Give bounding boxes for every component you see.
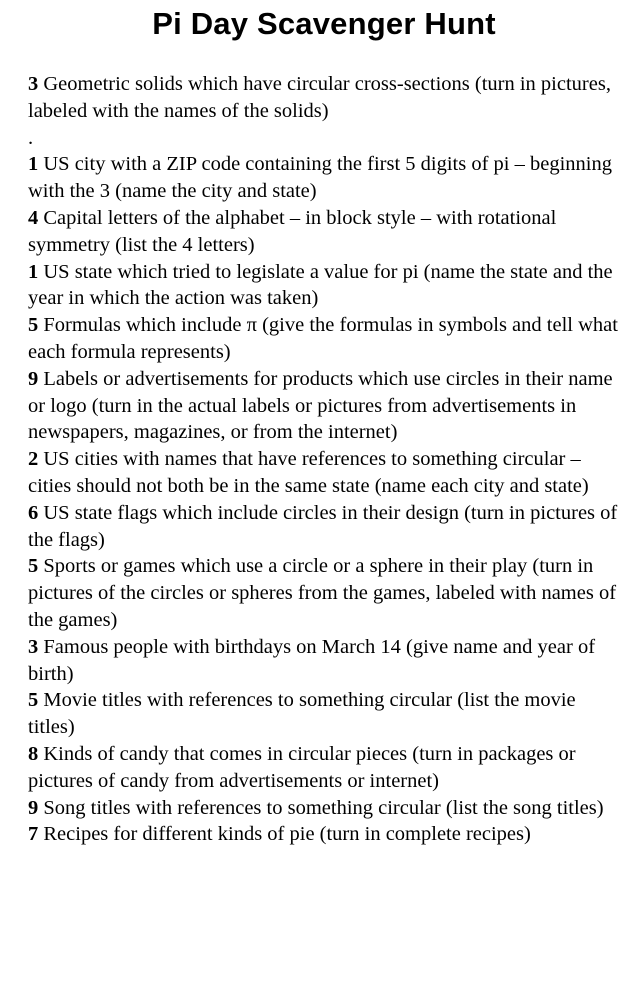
item-text: Recipes for different kinds of pie (turn in complete recipes) <box>38 823 531 846</box>
item-count: 1 <box>28 153 39 176</box>
item-text: Sports or games which use a circle or a sphere in their play (turn in pictures of the circles or spheres from the games, labeled with names of the games) <box>28 555 617 631</box>
item-count: 5 <box>28 555 39 578</box>
item-count: 8 <box>28 742 39 765</box>
item-text: US city with a ZIP code containing the first 5 digits of pi – beginning with the 3 (name the city and state) <box>28 153 612 203</box>
item-text: Geometric solids which have circular cross-sections (turn in pictures, labeled with the names of the solids) <box>28 73 611 122</box>
item-text: Formulas which include π (give the formulas in symbols and tell what each formula represents) <box>28 314 618 363</box>
list-item <box>28 312 626 366</box>
list-item <box>28 741 626 795</box>
list-item <box>28 71 626 125</box>
list-item <box>28 553 626 633</box>
list-item <box>28 446 626 500</box>
item-text: Song titles with references to something circular (list the song titles) <box>38 796 604 819</box>
item-count: 9 <box>28 367 39 390</box>
list-item <box>28 634 626 688</box>
item-count: 5 <box>28 314 39 337</box>
item-text: Labels or advertisements for products which use circles in their name or logo (turn in the actual labels or pictures from advertisements in newspapers, magazines, or from the internet) <box>28 367 613 444</box>
item-text: Movie titles with references to something circular (list the movie titles) <box>28 689 576 739</box>
item-count: 3 <box>28 635 39 658</box>
list-item <box>28 151 626 205</box>
page-title: Pi Day Scavenger Hunt <box>152 6 496 41</box>
scavenger-list <box>28 71 626 848</box>
list-item <box>28 366 626 446</box>
list-item <box>28 205 626 259</box>
item-count: 7 <box>28 823 39 846</box>
item-count: 6 <box>28 501 39 524</box>
item-count: 9 <box>28 796 39 819</box>
item-count: 2 <box>28 448 39 471</box>
item-count: 1 <box>28 260 39 283</box>
list-item <box>28 795 626 822</box>
item-text: US state which tried to legislate a value for pi (name the state and the year in which the action was taken) <box>28 260 613 310</box>
item-text: Capital letters of the alphabet – in block style – with rotational symmetry (list the 4 letters) <box>28 206 557 256</box>
list-item <box>28 821 626 848</box>
item-count: 4 <box>28 206 39 229</box>
item-text: US state flags which include circles in their design (turn in pictures of the flags) <box>28 501 618 551</box>
list-item <box>28 687 626 741</box>
stray-period: . <box>28 126 34 149</box>
item-text: Kinds of candy that comes in circular pieces (turn in packages or pictures of candy from advertisements or internet) <box>28 742 576 792</box>
list-item <box>28 259 626 313</box>
item-count: 3 <box>28 73 39 95</box>
item-text: US cities with names that have references to something circular – cities should not both be in the same state (name each city and state) <box>28 448 589 497</box>
item-text: Famous people with birthdays on March 14 (give name and year of birth) <box>28 635 596 685</box>
item-count: 5 <box>28 689 39 712</box>
list-item <box>28 500 626 554</box>
